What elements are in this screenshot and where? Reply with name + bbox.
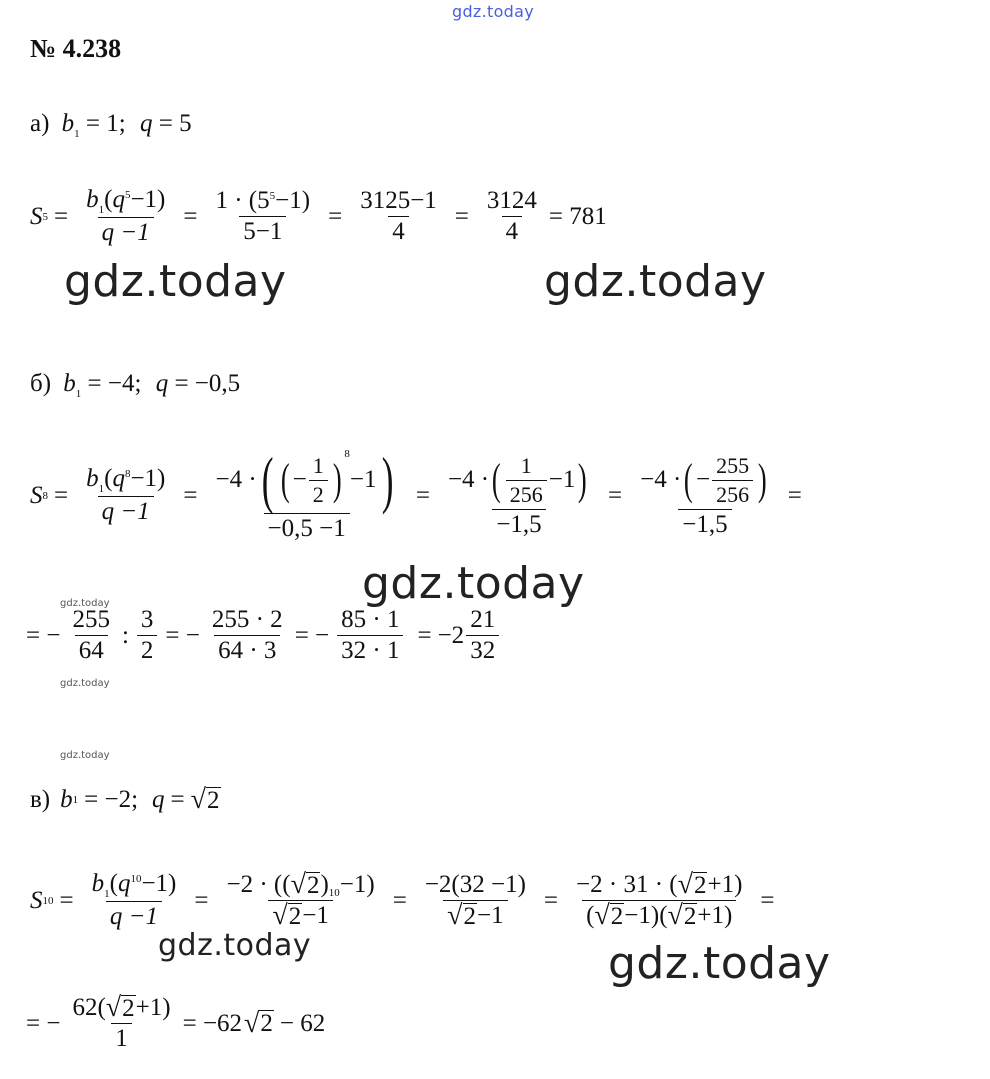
part-b-label: б) xyxy=(30,370,52,397)
watermark-large: gdz.today xyxy=(64,256,287,307)
part-c-result: − 62 xyxy=(279,1009,326,1037)
fraction: −4 · ( ( − $\frac{1}{2}$ ) 8 −1 ) −0,5 −1 xyxy=(215,444,394,542)
part-b-given: б) $b_1 = -4$; q = −0,5 xyxy=(30,370,241,400)
part-c-label: в) xyxy=(30,786,51,813)
fraction: −4 · ( $\frac{1}{256}$ −1 ) −1,5 xyxy=(447,452,588,538)
fraction: −2(32 −1) √ 2 −1 xyxy=(424,871,526,931)
part-b-formula-line2: = − $\frac{255}{64}$ : $\frac{3}{2}$ = − $\frac{255 \cdot 2}{64 \cdot 3}$ = − $\frac{85 \cdot 1}{32 \cdot 1}$ = −2 $\frac{21}{32}$ xyxy=(26,606,507,665)
watermark-top: gdz.today xyxy=(452,2,534,21)
part-c-formula-line1: S 10 = $\frac{b_1(q^{10}-1)}{q -1}$ = −2 · (( √ 2 ) 10 −1) √ 2 −1 = −2(32 −1) √ 2 −1 = −2 · 31 · ( √ 2 +1) ( √ 2 −1)( √ 2 +1) = xyxy=(30,869,775,931)
fraction: −4 · ( − $\frac{255}{256}$ ) −1,5 xyxy=(640,452,767,538)
fraction: $\frac{85 \cdot 1}{32 \cdot 1}$ xyxy=(337,606,403,665)
problem-title: № 4.238 xyxy=(30,34,122,63)
watermark-medium: gdz.today xyxy=(158,928,312,963)
part-b-result: −2 xyxy=(437,621,465,649)
sqrt: √ 2 xyxy=(190,784,220,815)
fraction: $\frac{1 \cdot (5^5-1)}{5-1}$ xyxy=(215,187,311,245)
part-a-result: = 781 xyxy=(548,202,607,230)
watermark-large: gdz.today xyxy=(362,558,585,609)
part-b-formula-line1: S 8 = $\frac{b_1(q^8-1)}{q -1}$ = −4 · ( ( − $\frac{1}{2}$ ) 8 −1 ) −0,5 −1 = −4 · ( $\frac{1}{256}$ −1 ) −1,5 = −4 · ( − $\frac{255}{256}$ ) −1,5 = xyxy=(30,444,802,542)
part-c-given: в) b 1 = −2; q = √ 2 xyxy=(30,784,220,815)
fraction: 62( √ 2 +1) 1 xyxy=(72,992,171,1052)
fraction: $\frac{255 \cdot 2}{64 \cdot 3}$ xyxy=(211,606,283,664)
fraction: −2 · (( √ 2 ) 10 −1) √ 2 −1 xyxy=(226,869,375,931)
fraction: −2 · 31 · ( √ 2 +1) ( √ 2 −1)( √ 2 +1) xyxy=(576,869,743,931)
fraction: $\frac{b_1(q^{10}-1)}{q -1}$ xyxy=(91,870,177,930)
watermark-large: gdz.today xyxy=(608,938,831,989)
part-a-formula: S 5 = $\frac{b_1(q^5-1)}{q -1}$ = $\frac{1 \cdot (5^5-1)}{5-1}$ = $\frac{3125-1}{4}$ = $\frac{3124}{4}$ = 781 xyxy=(30,186,607,246)
part-a-given: а) $b_1 = 1$; q = 5 xyxy=(30,110,192,140)
fraction: $\frac{3}{2}$ xyxy=(137,606,158,665)
fraction: $\frac{b_1(q^5-1)}{q -1}$ xyxy=(86,186,166,246)
fraction: $\frac{255}{64}$ xyxy=(72,606,110,664)
fraction: $\frac{3125-1}{4}$ xyxy=(360,187,437,245)
watermark-large: gdz.today xyxy=(544,256,767,307)
fraction: $\frac{b_1(q^8-1)}{q -1}$ xyxy=(86,465,166,525)
watermark-small: gdz.today xyxy=(60,750,110,761)
watermark-small: gdz.today xyxy=(60,678,110,689)
fraction: $\frac{3124}{4}$ xyxy=(486,187,537,245)
sqrt: √ 2 xyxy=(244,1007,273,1039)
part-a-label: а) xyxy=(30,110,50,137)
watermark-small: gdz.today xyxy=(60,598,110,609)
part-c-formula-line2: = − 62( √ 2 +1) 1 = −62 √ 2 − 62 xyxy=(26,992,326,1052)
fraction: $\frac{21}{32}$ xyxy=(466,606,499,665)
